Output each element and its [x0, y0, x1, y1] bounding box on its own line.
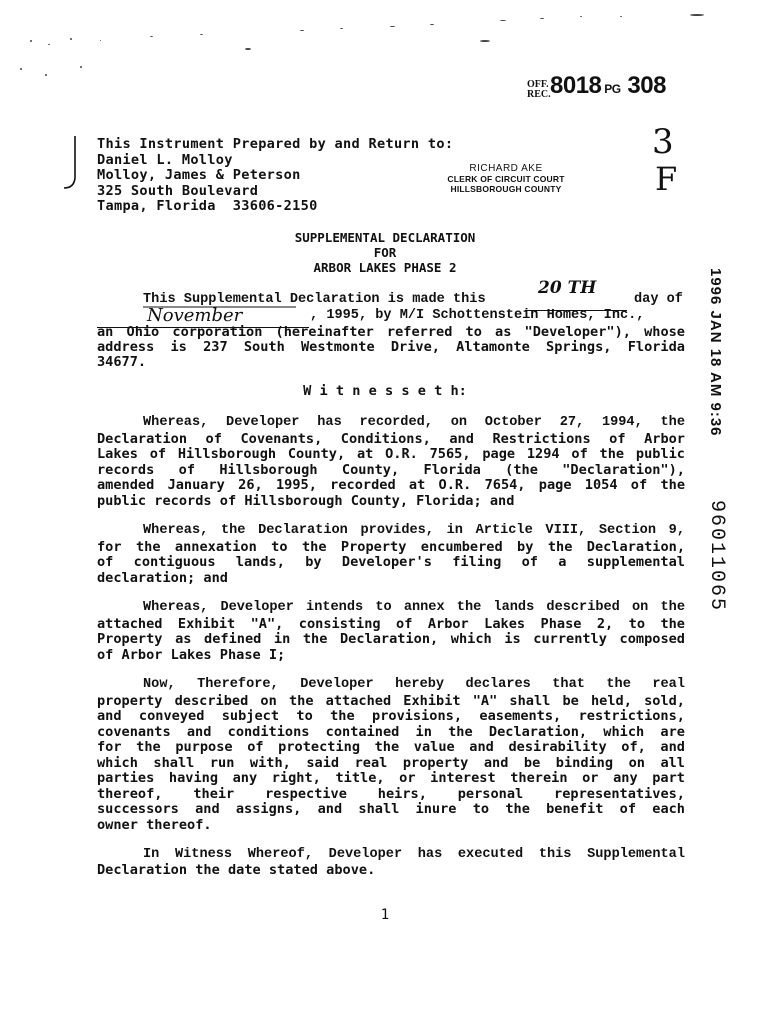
handwritten-month: November	[147, 305, 243, 326]
clerk-stamp	[436, 163, 576, 194]
doc-title-line2: FOR	[373, 245, 397, 260]
para2-line4: declaration; and	[97, 570, 228, 586]
handwritten-bracket	[60, 134, 82, 194]
para1-line5: amended January 26, 1995, recorded at O.R. 7654, page 1054 of the	[97, 477, 685, 493]
para2-line1: Whereas, the Declaration provides, in Article VIII, Section 9,	[143, 523, 685, 538]
intro-line2: , 1995, by M/I Schottenstein Homes, Inc.,	[310, 308, 645, 323]
intro-line4: address is 237 South Westmonte Drive, Altamonte Springs, Florida	[97, 339, 685, 355]
clerk-title: CLERK OF CIRCUIT COURT	[447, 174, 565, 184]
prepared-by-heading: This Instrument Prepared by and Return to:	[97, 136, 454, 152]
para3-line1: Whereas, Developer intends to annex the lands described on the	[143, 600, 685, 615]
para2-line2: for the annexation to the Property encumbered by the Declaration,	[97, 539, 685, 555]
para2-line3: of contiguous lands, by Developer's filing of a supplemental	[97, 554, 685, 570]
para1-line2: Declaration of Covenants, Conditions, and Restrictions of Arbor	[97, 431, 685, 447]
side-instrument-number: 96011065	[705, 500, 728, 613]
para1-line1: Whereas, Developer has recorded, on October 27, 1994, the	[143, 415, 685, 430]
handwritten-day: 20 TH	[538, 278, 597, 298]
para4-line5: for the purpose of protecting the value and desirability of, and	[97, 739, 685, 755]
para5-line1: In Witness Whereof, Developer has executed this Supplemental	[143, 847, 685, 862]
intro-line1a: This Supplemental Declaration is made this	[143, 292, 486, 307]
prepared-by-name: Daniel L. Molloy	[97, 152, 233, 168]
recording-label: OFF. REC.	[527, 79, 551, 100]
page-number-stamp: 308	[627, 72, 666, 99]
book-number: 8018	[550, 72, 602, 99]
para5-line2: Declaration the date stated above.	[97, 862, 376, 878]
para1-line6: public records of Hillsborough County, Florida; and	[97, 493, 515, 509]
para4-line3: and conveyed subject to the provisions, easements, restrictions,	[97, 708, 685, 724]
para4-line2: property described on the attached Exhibit "A" shall be held, sold,	[97, 693, 685, 709]
para1-line4: records of Hillsborough County, Florida (the "Declaration"),	[97, 462, 685, 478]
para4-line4: covenants and conditions contained in the Declaration, which are	[97, 724, 685, 740]
handwritten-mark-f: F	[655, 160, 678, 198]
prepared-by-city: Tampa, Florida 33606-2150	[97, 198, 318, 214]
page-number: 1	[380, 907, 390, 923]
para4-line8: thereof, their respective heirs, personal representatives,	[97, 786, 685, 802]
intro-line3: an Ohio corporation (hereinafter referred to as "Developer"), whose	[97, 324, 685, 340]
para4-line6: which shall run with, said real property and be binding on all	[97, 755, 685, 771]
clerk-county: HILLSBOROUGH COUNTY	[450, 184, 562, 194]
para3-line2: attached Exhibit "A", consisting of Arbor Lakes Phase 2, to the	[97, 616, 685, 632]
para4-line10: owner thereof.	[97, 817, 212, 833]
prepared-by-firm: Molloy, James & Peterson	[97, 167, 301, 183]
doc-title-line3: ARBOR LAKES PHASE 2	[313, 260, 457, 275]
recording-book-page: 8018 PG 308	[550, 72, 666, 99]
witnesseth-heading: W i t n e s s e t h:	[303, 383, 467, 399]
intro-line5: 34677.	[97, 354, 147, 370]
para4-line9: successors and assigns, and shall inure to the benefit of each	[97, 801, 685, 817]
para4-line1: Now, Therefore, Developer hereby declares that the real	[143, 677, 685, 692]
side-date-stamp: 1996 JAN 18 AM 9:36	[707, 268, 724, 437]
intro-line1b: day of	[634, 292, 683, 307]
clerk-name: RICHARD AKE	[469, 163, 543, 174]
para3-line3: Property as defined in the Declaration, which is currently composed	[97, 631, 685, 647]
para4-line7: parties having any right, title, or interest therein or any part	[97, 770, 685, 786]
doc-title-line1: SUPPLEMENTAL DECLARATION	[294, 230, 476, 245]
prepared-by-street: 325 South Boulevard	[97, 183, 259, 199]
para3-line4: of Arbor Lakes Phase I;	[97, 647, 286, 663]
para1-line3: Lakes of Hillsborough County, at O.R. 7565, page 1294 of the public	[97, 446, 685, 462]
handwritten-mark-3: 3	[652, 122, 674, 162]
